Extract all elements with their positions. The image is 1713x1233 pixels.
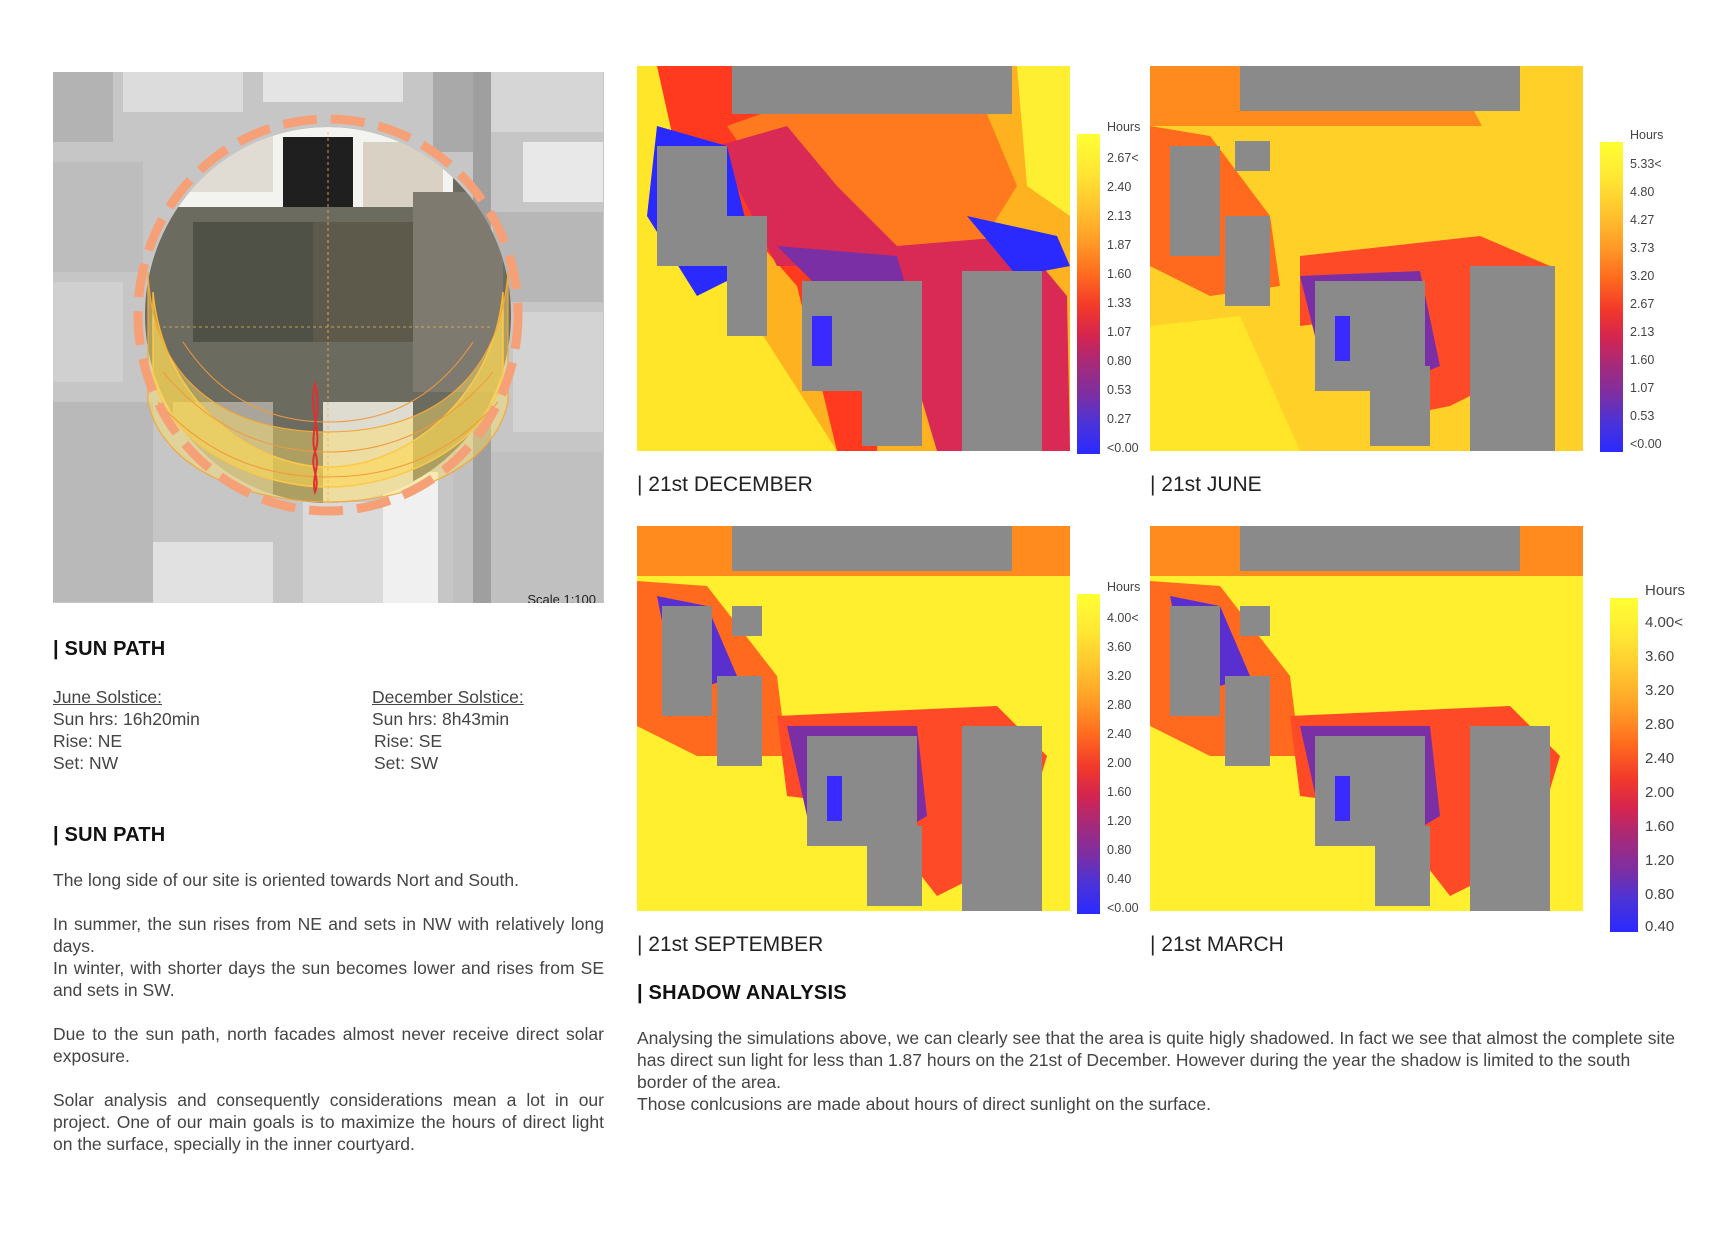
legend-label: 2.67< (1107, 151, 1139, 165)
legend-label: <0.00 (1107, 441, 1139, 455)
legend-september (1077, 578, 1157, 918)
legend-title: Hours (1107, 120, 1141, 134)
legend-label: 2.00 (1107, 756, 1132, 770)
legend-label: 1.60 (1107, 267, 1132, 281)
legend-label: 4.80 (1630, 185, 1655, 199)
sunpath-heading: | SUN PATH (53, 638, 166, 660)
june-set: Set: NW (53, 753, 119, 773)
heatmap-december (637, 66, 1070, 451)
heatmap-june (1150, 66, 1583, 451)
caption-june: | 21st JUNE (1150, 473, 1262, 496)
june-rise: Rise: NE (53, 731, 123, 751)
legend-label: 2.80 (1645, 716, 1675, 733)
legend-label: 3.60 (1645, 648, 1675, 665)
legend-label: 0.53 (1630, 409, 1655, 423)
heatmap-march (1150, 526, 1583, 911)
december-set: Set: SW (374, 753, 439, 773)
shadow-heatmap-march (1150, 526, 1583, 911)
legend-label: <0.00 (1630, 437, 1662, 451)
december-rise: Rise: SE (374, 731, 443, 751)
sunpath-paragraph: In summer, the sun rises from NE and sets in NW with relatively long days. In winter, with shorter days the sun becomes lower and rises from SE and sets in SW. (53, 914, 604, 1000)
legend-label: 4.00< (1645, 614, 1683, 631)
legend-colorbar (1077, 134, 1100, 454)
legend-label: 5.33< (1630, 157, 1662, 171)
legend-label: 0.53 (1107, 383, 1132, 397)
legend-label: 3.20 (1107, 669, 1132, 683)
legend-label: 1.60 (1630, 353, 1655, 367)
december-solstice-block (372, 686, 612, 774)
legend-title: Hours (1630, 128, 1664, 142)
caption-september: | 21st SEPTEMBER (637, 933, 824, 956)
legend-title: Hours (1645, 582, 1686, 599)
legend-march (1610, 582, 1700, 935)
legend-label: 3.20 (1630, 269, 1655, 283)
june-solstice-block (53, 686, 353, 774)
legend-label: 0.80 (1107, 354, 1132, 368)
legend-december (1077, 118, 1157, 458)
legend-label: 1.20 (1107, 814, 1132, 828)
sunpath-paragraph: Solar analysis and consequently considerations mean a lot in our project. One of our main goals is to maximize the hours of direct light on the surface, specially in the inner courtyard. (53, 1090, 604, 1154)
legend-label: 0.40 (1107, 872, 1132, 886)
legend-label: 3.60 (1107, 640, 1132, 654)
legend-label: 0.27 (1107, 412, 1132, 426)
caption-march: | 21st MARCH (1150, 933, 1284, 956)
legend-label: 3.20 (1645, 682, 1675, 699)
legend-label: 0.40 (1645, 918, 1675, 935)
december-sun-hours: Sun hrs: 8h43min (372, 709, 510, 729)
shadow-heatmap-september (637, 526, 1070, 911)
legend-label: 1.07 (1630, 381, 1655, 395)
legend-label: 2.13 (1630, 325, 1655, 339)
legend-label: <0.00 (1107, 901, 1139, 915)
legend-label: 3.73 (1630, 241, 1655, 255)
legend-label: 1.20 (1645, 852, 1675, 869)
legend-title: Hours (1107, 580, 1141, 594)
sunpath-paragraph: The long side of our site is oriented towards Nort and South. (53, 870, 519, 890)
sunpath-paragraph: Due to the sun path, north facades almost never receive direct solar exposure. (53, 1024, 604, 1066)
legend-label: 1.60 (1107, 785, 1132, 799)
legend-colorbar (1610, 598, 1638, 932)
june-sun-hours: Sun hrs: 16h20min (53, 709, 200, 729)
legend-label: 1.33 (1107, 296, 1132, 310)
legend-label: 1.87 (1107, 238, 1132, 252)
legend-label: 2.40 (1645, 750, 1675, 767)
legend-label: 2.40 (1107, 727, 1132, 741)
legend-label: 2.00 (1645, 784, 1675, 801)
june-solstice-title: June Solstice: (53, 687, 162, 707)
legend-label: 1.07 (1107, 325, 1132, 339)
legend-colorbar (1077, 594, 1100, 914)
scale-label: Scale 1:100 (527, 592, 596, 603)
legend-label: 2.67 (1630, 297, 1655, 311)
sunpath-text-heading: | SUN PATH (53, 824, 166, 846)
legend-label: 0.80 (1107, 843, 1132, 857)
legend-label: 2.13 (1107, 209, 1132, 223)
legend-label: 4.27 (1630, 213, 1655, 227)
aerial-map-drawing (53, 72, 604, 603)
legend-label: 2.80 (1107, 698, 1132, 712)
legend-label: 4.00< (1107, 611, 1139, 625)
shadow-heatmap-december (637, 66, 1070, 451)
site-sunpath-image (53, 72, 604, 603)
heatmap-september (637, 526, 1070, 911)
caption-december: | 21st DECEMBER (637, 473, 813, 496)
legend-june (1600, 126, 1680, 456)
legend-label: 1.60 (1645, 818, 1675, 835)
shadow-analysis-paragraph: Analysing the simulations above, we can clearly see that the area is quite higly shadowed. In fact we see that almost the complete site has direct sun light for less than 1.87 hours on the 21st of December. However during the year the shadow is limited to the south border of the area. Those conlcusions are made about hours of direct sunlight on the surface. (637, 1028, 1675, 1114)
sunpath-description (53, 869, 604, 1177)
legend-colorbar (1600, 142, 1623, 452)
shadow-analysis-heading: | SHADOW ANALYSIS (637, 982, 847, 1004)
legend-label: 2.40 (1107, 180, 1132, 194)
shadow-heatmap-june (1150, 66, 1583, 451)
december-solstice-title: December Solstice: (372, 687, 524, 707)
legend-label: 0.80 (1645, 886, 1675, 903)
